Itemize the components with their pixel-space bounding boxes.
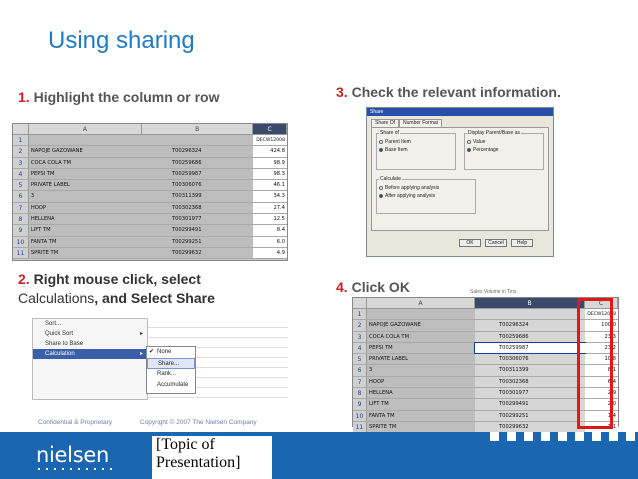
row-number[interactable]: 2 <box>353 320 367 330</box>
cell-c[interactable]: 6.0 <box>253 237 287 247</box>
step-1-text: Highlight the column or row <box>33 89 220 105</box>
row-number[interactable]: 10 <box>13 237 29 247</box>
help-button[interactable]: Help <box>511 239 533 247</box>
radio-icon <box>379 186 383 190</box>
cell-a[interactable] <box>29 135 142 145</box>
table-row[interactable] <box>13 191 287 202</box>
menu-item-calculation[interactable] <box>33 349 147 359</box>
row-number[interactable]: 3 <box>353 332 367 342</box>
cell-c[interactable]: 46.1 <box>253 180 287 190</box>
column-header-a[interactable]: A <box>367 298 475 308</box>
decorative-squares <box>490 432 635 441</box>
table-row[interactable] <box>13 248 287 259</box>
cell-a[interactable]: PRIVATE LABEL <box>367 354 475 364</box>
cell-b[interactable]: T00296324 <box>142 146 253 156</box>
row-number[interactable]: 11 <box>13 248 29 258</box>
radio-selected-icon <box>379 148 383 152</box>
cell-c[interactable]: 98.9 <box>253 158 287 168</box>
cell-a[interactable]: LIFT TM <box>367 399 475 409</box>
row-number[interactable]: 8 <box>353 388 367 398</box>
cell-a[interactable]: LIFT TM <box>29 225 142 235</box>
radio-icon <box>467 140 471 144</box>
step-2-text-a: Right mouse click, select <box>33 271 201 287</box>
share-dialog <box>366 107 554 257</box>
calculate-group <box>376 176 476 214</box>
cell-b[interactable]: T00299251 <box>475 411 585 421</box>
row-number[interactable]: 10 <box>353 411 367 421</box>
display-group <box>464 130 544 170</box>
row-number[interactable]: 1 <box>13 135 29 145</box>
cell-b[interactable]: T00299632 <box>475 422 585 432</box>
cell-c[interactable]: 8.1 <box>585 365 618 375</box>
table-row[interactable] <box>13 146 287 157</box>
cell-b[interactable] <box>475 309 585 319</box>
cell-a[interactable]: 3 <box>367 365 475 375</box>
value-label: Value <box>473 139 486 145</box>
topic-placeholder: [Topic of Presentation] <box>152 436 272 479</box>
cell-c[interactable]: DECW12008 <box>253 135 287 145</box>
logo-dots <box>38 468 116 470</box>
square-icon <box>609 432 618 441</box>
highlight-box <box>577 298 613 429</box>
row-number[interactable]: 5 <box>353 354 367 364</box>
corner-cell[interactable] <box>13 124 29 134</box>
submenu-item-none[interactable] <box>147 347 195 358</box>
cell-c[interactable]: 4.9 <box>253 248 287 258</box>
dialog-pane <box>371 127 549 231</box>
spreadsheet-before[interactable] <box>12 123 288 261</box>
tab-number-format[interactable]: Number Format <box>399 119 442 127</box>
table-row[interactable] <box>13 135 287 146</box>
cell-c[interactable]: 2.0 <box>585 399 618 409</box>
submenu-none-label: None <box>157 349 172 355</box>
value-radio[interactable] <box>467 138 541 146</box>
parent-item-radio[interactable] <box>379 138 453 146</box>
corner-cell[interactable] <box>353 298 367 308</box>
square-icon <box>626 432 635 441</box>
tab-share-of[interactable]: Share Of <box>371 119 399 127</box>
cell-a[interactable]: COCA COLA TM <box>29 158 142 168</box>
step-2-text-b: Calculations <box>18 290 95 306</box>
cell-c[interactable]: 6.4 <box>585 377 618 387</box>
cell-c[interactable]: 34.3 <box>253 191 287 201</box>
radio-selected-icon <box>467 148 471 152</box>
row-number[interactable]: 9 <box>353 399 367 409</box>
cell-b[interactable]: T00299491 <box>142 225 253 235</box>
check-icon: ✔ <box>149 349 155 355</box>
row-number[interactable]: 3 <box>13 158 29 168</box>
step-3 <box>336 84 561 100</box>
percentage-label: Percentage <box>473 147 499 153</box>
column-header-a[interactable]: A <box>29 124 142 134</box>
dialog-tabs <box>371 119 553 127</box>
cell-a[interactable]: FANTA TM <box>367 411 475 421</box>
cell-a[interactable]: HELLENA <box>367 388 475 398</box>
dialog-titlebar: Share <box>367 108 553 116</box>
square-icon <box>490 432 499 441</box>
table-row[interactable] <box>13 169 287 180</box>
column-header-row <box>13 124 287 135</box>
cell-c[interactable]: 1.1 <box>585 422 618 432</box>
menu-item-calculation-label: Calculation <box>45 351 75 357</box>
cell-c[interactable]: DECW12008 <box>585 309 618 319</box>
menu-item-quick-sort[interactable] <box>33 329 147 339</box>
confidential-text: Confidential & Proprietary <box>38 419 113 426</box>
after-label: After applying analysis <box>385 193 436 199</box>
step-2 <box>18 270 215 308</box>
step-3-number: 3. <box>336 84 348 100</box>
cell-c[interactable]: 8.4 <box>253 225 287 235</box>
submenu-item-accumulate[interactable] <box>147 380 195 391</box>
square-icon <box>575 432 584 441</box>
table-row[interactable] <box>13 158 287 169</box>
row-number[interactable]: 7 <box>13 203 29 213</box>
cell-a[interactable]: SPRITE TM <box>367 422 475 432</box>
cell-a[interactable]: PEPSI TM <box>29 169 142 179</box>
row-number[interactable]: 6 <box>353 365 367 375</box>
step-2-number: 2. <box>18 271 30 287</box>
cell-a[interactable]: FANTA TM <box>29 237 142 247</box>
step-1 <box>18 89 219 105</box>
cell-b[interactable]: T00299491 <box>475 399 585 409</box>
cell-a[interactable]: COCA COLA TM <box>367 332 475 342</box>
menu-item-sort[interactable] <box>33 319 147 329</box>
square-icon <box>558 432 567 441</box>
nielsen-logo: nielsen <box>36 443 109 467</box>
submenu-share-label: Share... <box>158 361 180 367</box>
cell-a[interactable] <box>367 309 475 319</box>
row-number[interactable]: 6 <box>13 191 29 201</box>
table-row[interactable] <box>13 180 287 191</box>
ok-button[interactable]: OK <box>459 239 481 247</box>
cell-a[interactable]: HOOP <box>29 203 142 213</box>
submenu-arrow-icon: ▸ <box>139 351 143 357</box>
cell-c[interactable]: 2.9 <box>585 388 618 398</box>
share-of-legend: Share of <box>380 130 399 136</box>
step-3-text: Check the relevant information. <box>351 84 561 100</box>
square-icon <box>507 432 516 441</box>
cell-b[interactable]: T00299251 <box>142 237 253 247</box>
cell-c[interactable]: 98.3 <box>253 169 287 179</box>
row-number[interactable]: 4 <box>353 343 367 353</box>
cell-a[interactable]: SPRITE TM <box>29 248 142 258</box>
cell-c[interactable]: 27.4 <box>253 203 287 213</box>
submenu-item-share[interactable] <box>147 358 195 369</box>
column-header-b[interactable]: B <box>142 124 253 134</box>
cell-b[interactable]: T00311399 <box>142 191 253 201</box>
table-row[interactable] <box>13 214 287 225</box>
step-4-number: 4. <box>336 279 348 295</box>
calculation-submenu <box>146 346 196 394</box>
column-header-c[interactable]: C <box>253 124 287 134</box>
sheet-caption: Sales Volume in Tins <box>470 289 517 295</box>
cell-b[interactable]: T00299632 <box>142 248 253 258</box>
menu-item-sort-label: Sort... <box>45 321 62 327</box>
row-number[interactable]: 2 <box>13 146 29 156</box>
cell-b[interactable]: T00259987 <box>142 169 253 179</box>
cell-a[interactable]: PRIVATE LABEL <box>29 180 142 190</box>
row-number[interactable]: 11 <box>353 422 367 432</box>
submenu-arrow-icon: ▸ <box>139 331 143 337</box>
menu-item-quick-sort-label: Quick Sort <box>45 331 74 337</box>
menu-item-share-to-base[interactable] <box>33 339 147 349</box>
cell-b[interactable]: T00311399 <box>475 365 585 375</box>
row-number[interactable]: 1 <box>353 309 367 319</box>
step-1-number: 1. <box>18 89 30 105</box>
submenu-rank-label: Rank... <box>157 371 177 377</box>
base-item-label: Base Item <box>385 147 408 153</box>
before-label: Before applying analysis <box>385 185 440 191</box>
cell-a[interactable]: NAPOJE GAZOWANE <box>367 320 475 330</box>
column-header-c[interactable]: C <box>585 298 618 308</box>
cell-b[interactable]: T00306076 <box>475 354 585 364</box>
cell-b[interactable]: T00259686 <box>475 332 585 342</box>
column-header-b[interactable]: B <box>475 298 585 308</box>
row-number[interactable]: 4 <box>13 169 29 179</box>
step-4-text: Click OK <box>351 279 410 295</box>
table-row[interactable] <box>13 203 287 214</box>
table-row[interactable] <box>13 225 287 236</box>
cell-a[interactable]: HOOP <box>367 377 475 387</box>
cell-a[interactable]: HELLENA <box>29 214 142 224</box>
context-menu <box>32 318 148 400</box>
cell-b[interactable]: T00301977 <box>142 214 253 224</box>
step-4 <box>336 279 410 295</box>
row-number[interactable]: 9 <box>13 225 29 235</box>
percentage-radio[interactable] <box>467 146 541 154</box>
cell-c[interactable]: 23.3 <box>585 332 618 342</box>
row-number[interactable]: 5 <box>13 180 29 190</box>
cell-a[interactable]: PEPSI TM <box>367 343 475 353</box>
cell-c[interactable]: 424.8 <box>253 146 287 156</box>
cell-c[interactable]: 10.8 <box>585 354 618 364</box>
copyright-text: Copyright © 2007 The Nielsen Company <box>140 419 257 426</box>
square-icon <box>592 432 601 441</box>
menu-item-share-to-base-label: Share to Base <box>45 341 84 347</box>
after-radio[interactable] <box>379 192 473 200</box>
row-number[interactable]: 7 <box>353 377 367 387</box>
cell-b[interactable]: T00302368 <box>475 377 585 387</box>
slide-title: Using sharing <box>48 27 195 54</box>
display-legend: Display Parent/Base as <box>468 130 520 136</box>
cancel-button[interactable]: Cancel <box>485 239 507 247</box>
cell-b[interactable]: T00259686 <box>142 158 253 168</box>
calculate-legend: Calculate <box>380 176 401 182</box>
cell-a[interactable]: NAPOJE GAZOWANE <box>29 146 142 156</box>
radio-selected-icon <box>379 194 383 198</box>
share-of-group <box>376 130 456 170</box>
cell-b[interactable]: T00259987 <box>475 343 585 353</box>
parent-item-label: Parent Item <box>385 139 411 145</box>
submenu-item-rank[interactable] <box>147 369 195 380</box>
submenu-accumulate-label: Accumulate <box>157 382 189 388</box>
step-2-text-c: , and Select Share <box>94 290 215 306</box>
table-row[interactable] <box>13 237 287 248</box>
cell-a[interactable]: 3 <box>29 191 142 201</box>
cell-b[interactable]: T00302368 <box>142 203 253 213</box>
cell-b[interactable] <box>142 135 253 145</box>
cell-b[interactable]: T00301977 <box>475 388 585 398</box>
cell-c[interactable]: 100.0 <box>585 320 618 330</box>
base-item-radio[interactable] <box>379 146 453 154</box>
row-number[interactable]: 8 <box>13 214 29 224</box>
cell-c[interactable]: 1.4 <box>585 411 618 421</box>
cell-c[interactable]: 23.2 <box>585 343 618 353</box>
square-icon <box>524 432 533 441</box>
cell-c[interactable]: 12.5 <box>253 214 287 224</box>
cell-b[interactable]: T00306076 <box>142 180 253 190</box>
radio-icon <box>379 140 383 144</box>
before-radio[interactable] <box>379 184 473 192</box>
square-icon <box>541 432 550 441</box>
cell-b[interactable]: T00296324 <box>475 320 585 330</box>
